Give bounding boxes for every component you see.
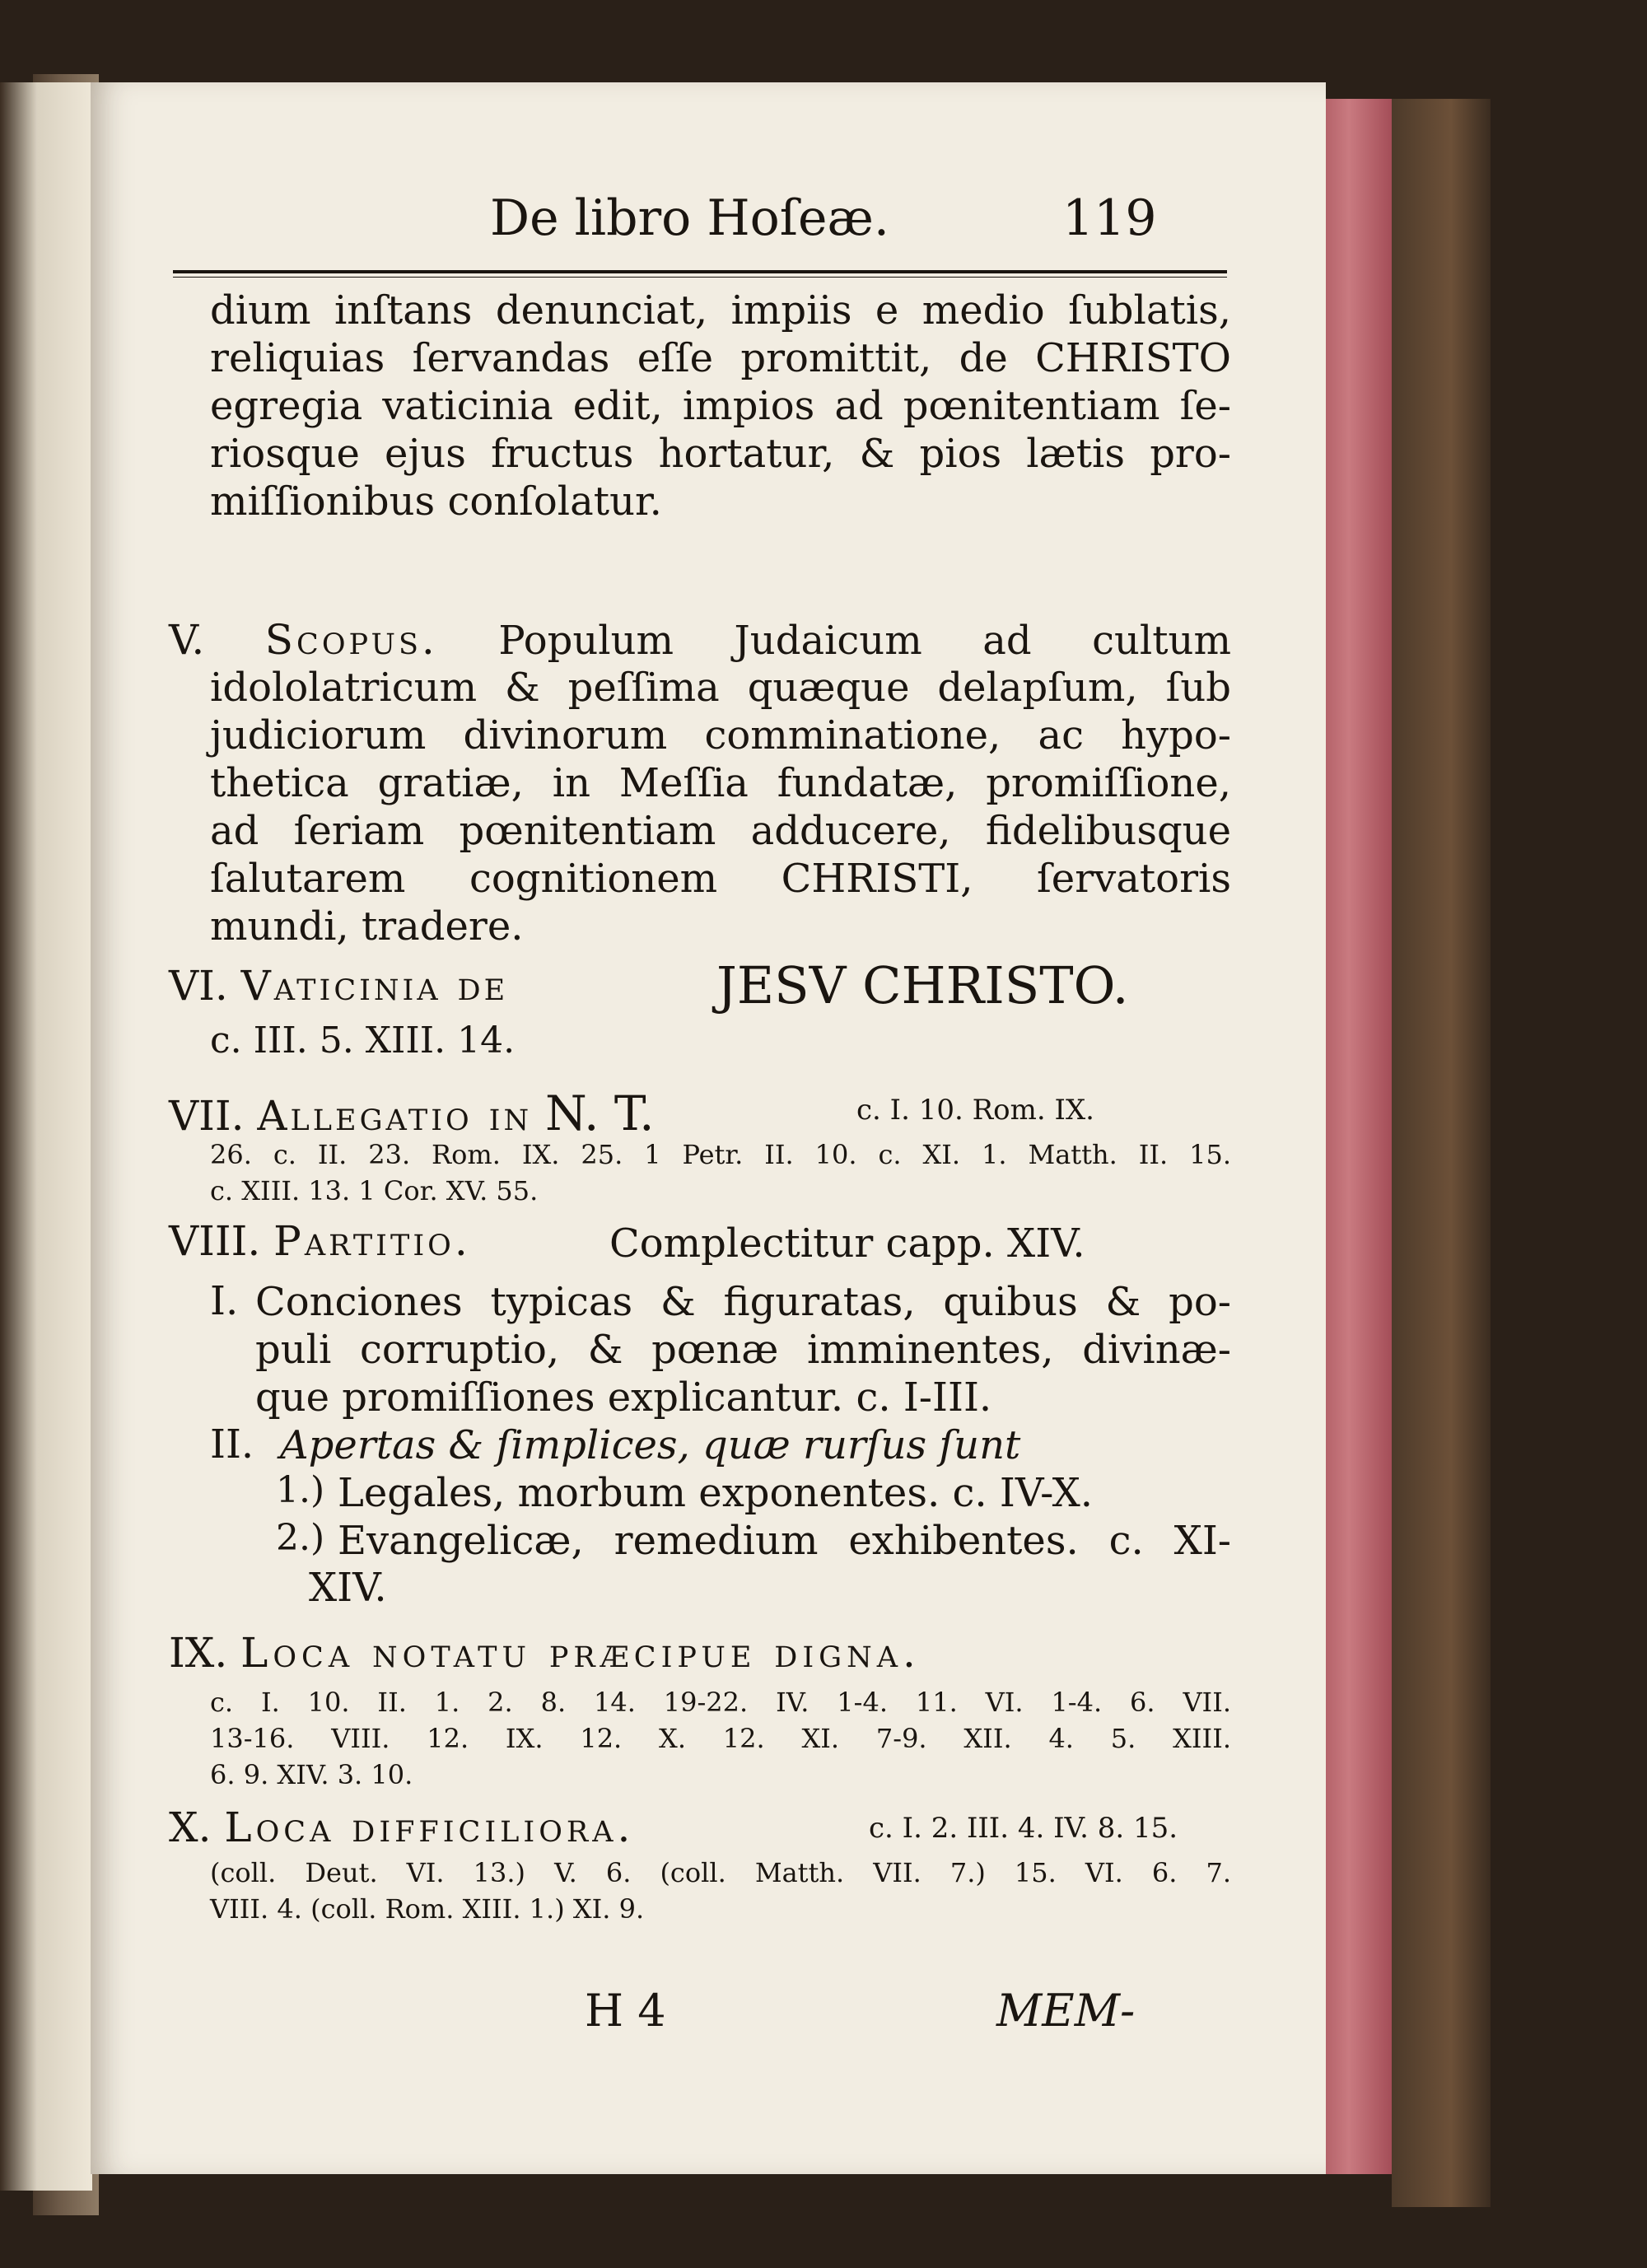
section-label: VII. [169,1092,245,1140]
text-line: Evangelicæ, remedium exhibentes. c. XI- [338,1518,1231,1564]
text-line: ad ſeriam pœnitentiam adducere, fidelibusque [210,808,1231,854]
section-label: X. [169,1804,212,1851]
section-heading: Loca notatu præcipue digna. [240,1629,921,1677]
red-page-edges [1326,99,1392,2174]
section-viii-intro: Complectitur capp. XIV. [609,1220,1085,1267]
partitio-sub-item-2 [338,1517,1231,1565]
paragraph-iv-continuation [210,287,1231,525]
section-x-reference: c. I. 2. III. 4. IV. 8. 15. [869,1812,1178,1845]
partitio-item-2 [280,1421,1231,1469]
partitio-sub-item-1 [338,1469,1231,1517]
section-x-heading [169,1804,634,1851]
section-vi-reference: c. III. 5. XIII. 14. [210,1020,516,1062]
section-viii-heading [169,1217,471,1265]
reference-line: VIII. 4. (coll. Rom. XIII. 1.) XI. 9. [210,1893,645,1925]
section-v [169,616,1231,664]
section-heading: Scopus. [264,616,438,664]
section-v-body [210,664,1231,950]
section-vi-heading [169,962,508,1010]
catchword: MEM- [996,1985,1136,2037]
text-line: reliquias ſervandas eſſe promittit, de CHRISTO [210,335,1231,381]
text-line: judiciorum divinorum comminatione, ac hypo- [210,712,1231,758]
section-label: V. [169,616,205,664]
facing-page-edge [0,82,92,2191]
section-heading: Vaticinia de [240,962,509,1010]
text-line: idololatricum & peſſima quæque delapſum, ſub [210,665,1231,711]
header-rule-thin [173,277,1227,278]
book-cover-edge [1392,99,1491,2207]
section-vii-heading [169,1085,655,1141]
partitio-item-1 [255,1278,1231,1421]
section-ix-references [210,1684,1231,1793]
text-line: mundi, tradere. [210,903,524,950]
reference-line: 26. c. II. 23. Rom. IX. 25. 1 Petr. II. 10. c. XI. 1. Matth. II. 15. [210,1139,1231,1170]
section-label: IX. [169,1629,228,1677]
reference-line: c. I. 10. II. 1. 2. 8. 14. 19-22. IV. 1-4. 11. VI. 1-4. 6. VII. [210,1687,1231,1718]
text-line: ſalutarem cognitionem CHRISTI, ſervatoris [210,856,1231,902]
text-line: egregia vaticinia edit, impios ad pœnitentiam ſe- [210,383,1231,429]
section-vii-references [210,1136,1231,1209]
text-line: Legales, morbum exponentes. c. IV-X. [338,1470,1094,1516]
page-text [91,82,1326,2174]
reference-line: 13-16. VIII. 12. IX. 12. X. 12. XI. 7-9. XII. 4. 5. XIII. [210,1723,1231,1754]
jesus-christ-title: JESV CHRISTO. [716,955,1129,1015]
text-line: que promiſſiones explicantur. c. I-III. [255,1374,992,1421]
text-line: dium inſtans denunciat, impiis e medio ſublatis, [210,287,1231,334]
reference-line: c. XIII. 13. 1 Cor. XV. 55. [210,1175,539,1206]
text-line: Conciones typicas & figuratas, quibus & po- [255,1279,1231,1325]
text-line: miſſionibus conſolatur. [210,478,662,525]
section-label: VIII. [169,1217,261,1265]
reference-line: 6. 9. XIV. 3. 10. [210,1759,413,1790]
section-heading: Loca difficiliora. [224,1804,635,1851]
text-line: Populum Judaicum ad cultum [498,618,1231,664]
sub-item-number: 2.) [276,1517,325,1559]
section-vii-reference: c. I. 10. Rom. IX. [856,1094,1094,1127]
reference-line: (coll. Deut. VI. 13.) V. 6. (coll. Matth. VII. 7.) 15. VI. 6. 7. [210,1857,1231,1888]
sub-item-number: 1.) [276,1469,325,1511]
header-rule [173,270,1227,273]
section-ix-heading [169,1629,921,1677]
section-v-first-line [169,616,1231,664]
item-number: I. [210,1278,239,1324]
section-heading: Partitio. [273,1217,471,1265]
item-number: II. [210,1421,254,1468]
section-label: VI. [169,962,228,1010]
text-line: Apertas & ſimplices, quæ rurſus ſunt [280,1422,1021,1468]
section-heading: Allegatio in [257,1092,533,1140]
nt-abbrev: N. T. [545,1085,655,1141]
text-line: thetica gratiæ, in Meſſia fundatæ, promiſſione, [210,760,1231,806]
signature-mark: H 4 [585,1985,666,2037]
page-number: 119 [1062,189,1157,247]
running-title: De libro Hoſeæ. [490,189,889,247]
text-line: riosque ejus fructus hortatur, & pios lætis pro- [210,431,1231,477]
section-x-references [210,1855,1231,1927]
text-line: puli corruptio, & pœnæ imminentes, divinæ- [255,1327,1231,1373]
text-line: XIV. [309,1565,387,1611]
